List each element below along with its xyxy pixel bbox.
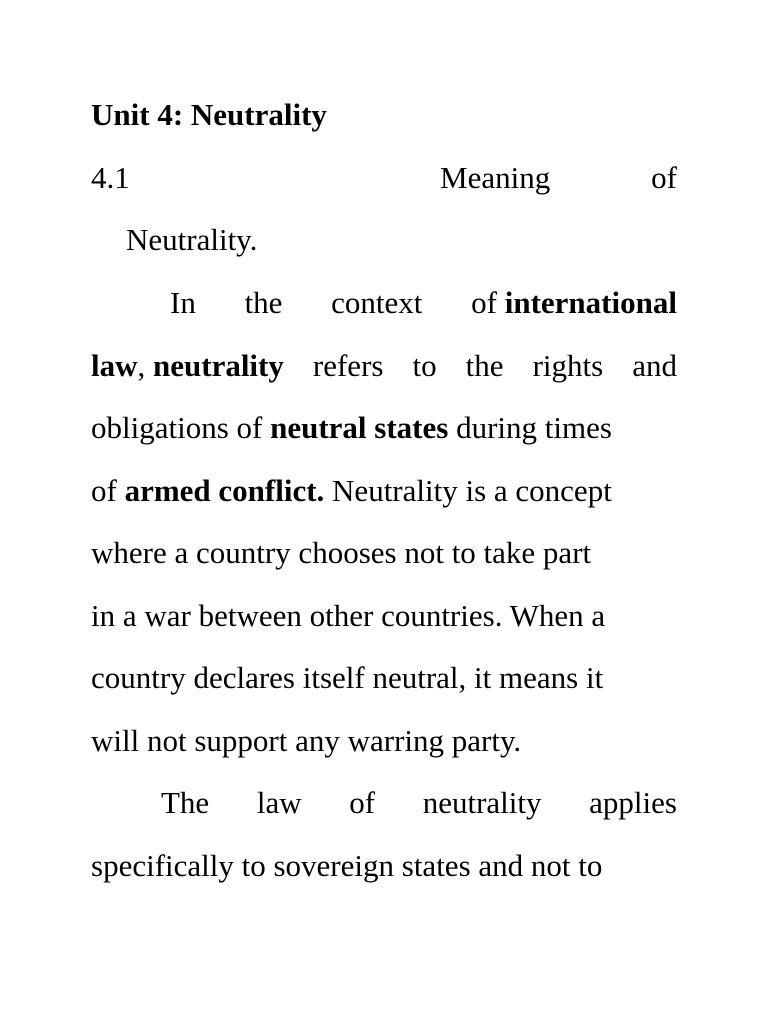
bold-term: neutrality [153,348,284,383]
word: refers [312,348,384,383]
unit-title: Unit 4: Neutrality [91,97,327,132]
paragraph1-line5: where a country chooses not to take part [91,535,592,570]
word: neutrality [422,785,542,820]
word: In [170,285,196,320]
paragraph1-line2 [91,346,677,386]
word: law [256,785,302,820]
paragraph1-line6: in a war between other countries. When a [91,598,606,633]
word: the [244,285,283,320]
word: of [471,285,497,320]
comma: , [137,348,146,383]
paragraph1-line7: country declares itself neutral, it means it [91,660,604,695]
text: obligations of [91,410,263,445]
word: context [331,285,423,320]
word: applies [589,785,677,820]
word: of [349,785,376,820]
paragraph2-line1 [161,783,677,823]
section-title-continuation: Neutrality. [126,222,258,257]
paragraph1-line4 [91,471,677,511]
word: the [465,348,504,383]
section-number: 4.1 [91,160,130,195]
section-word: Meaning [440,160,551,195]
bold-term: international [504,285,677,320]
word-group [91,346,284,386]
paragraph1-line1 [170,283,677,323]
section-heading-line [91,158,677,198]
word: and [632,348,677,383]
text: during times [456,410,612,445]
bold-term: law [91,348,138,383]
paragraph1-line3 [91,408,677,448]
paragraph2-line2: specifically to sovereign states and not to [91,848,603,883]
text: Neutrality is a concept [332,473,612,508]
bold-term: neutral states [270,410,449,445]
word: The [161,785,210,820]
text: of [91,473,117,508]
bold-term: armed conflict. [124,473,325,508]
word: to [412,348,437,383]
word-group [471,283,677,323]
paragraph1-line8: will not support any warring party. [91,723,522,758]
section-word: of [651,160,677,195]
section-title-words [440,158,677,198]
word: rights [532,348,604,383]
